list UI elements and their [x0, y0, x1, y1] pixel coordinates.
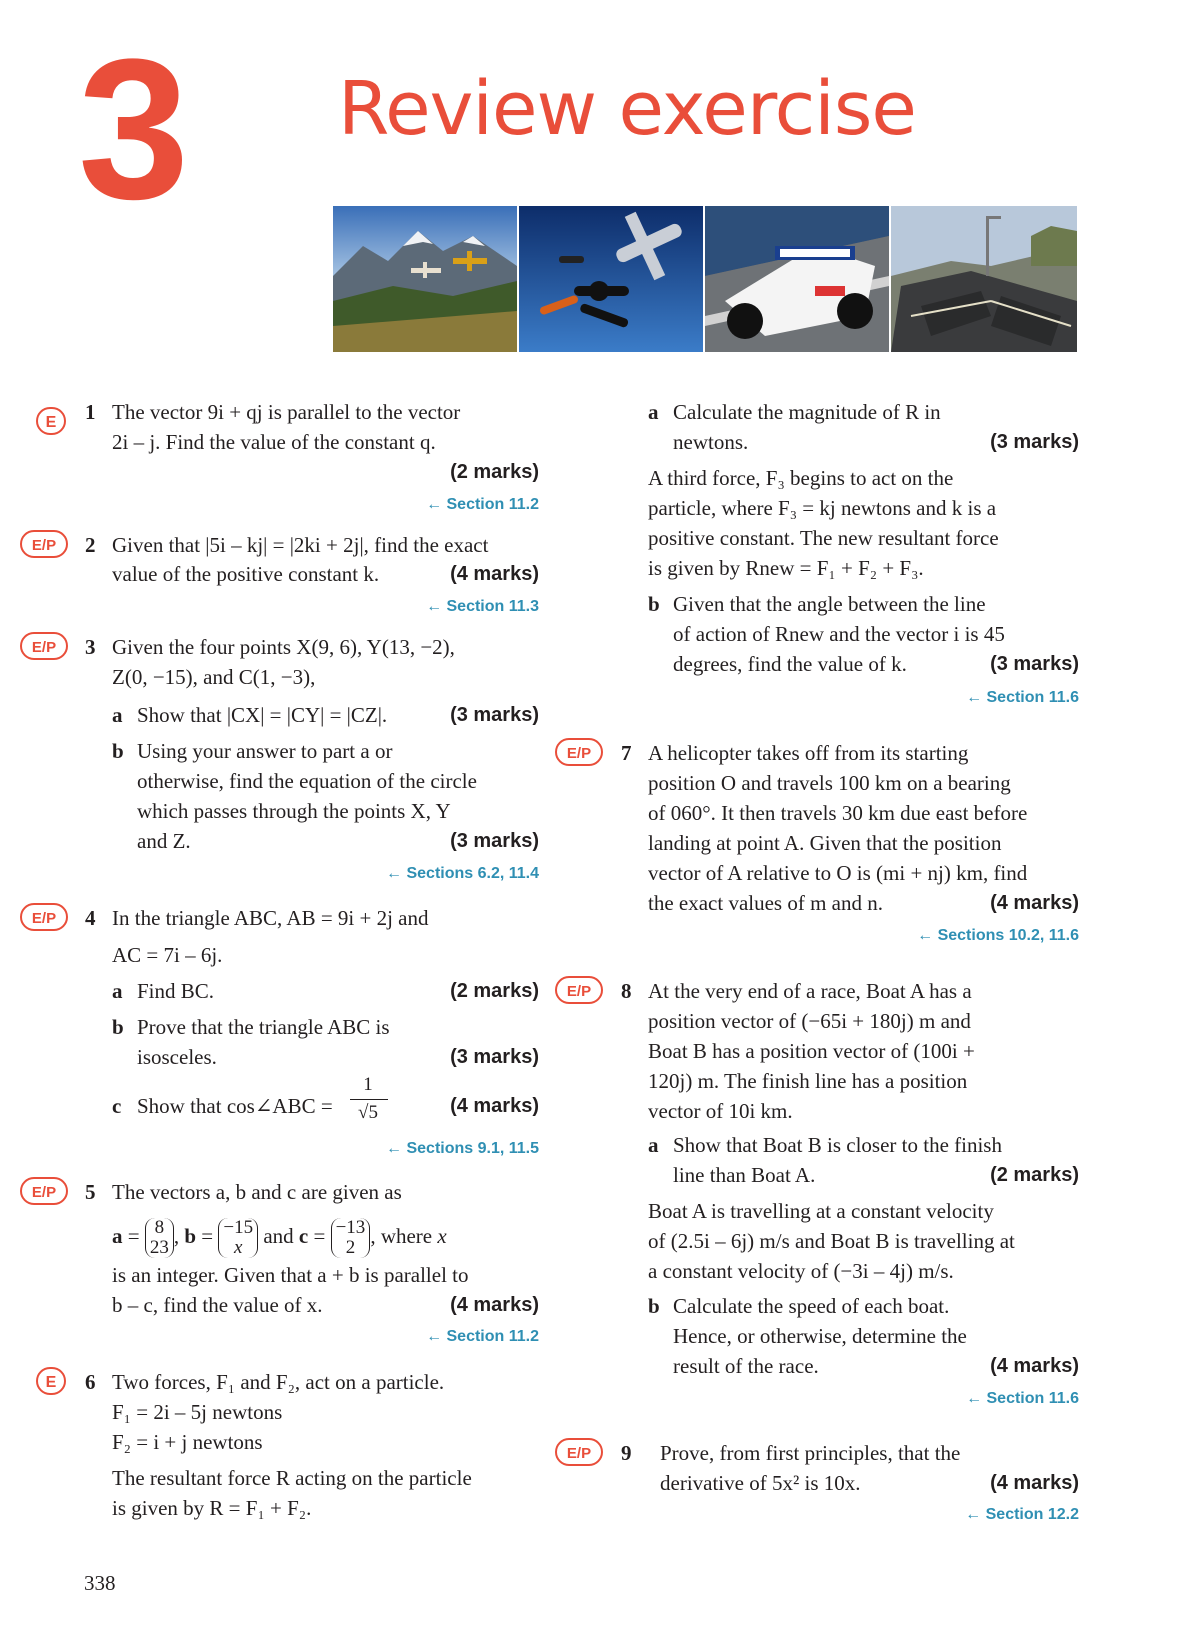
vector-definitions: a = 8 23 , b = −15 x and c = −13 2 , where x [112, 1217, 447, 1258]
part-text: Show that |CX| = |CY| = |CZ|. [137, 703, 388, 727]
part-text: Find BC. [137, 979, 215, 1003]
question-text: Two forces, F₁ and F₂, act on a particle. [112, 1370, 445, 1394]
question-text: position vector of (−65i + 180j) m and [648, 1009, 971, 1033]
marks: (4 marks) [450, 1294, 539, 1316]
question-text: Given the four points X(9, 6), Y(13, −2), [112, 635, 455, 659]
fraction-bar [350, 1099, 388, 1100]
part-label: a [112, 703, 123, 727]
question-text: landing at point A. Given that the position [648, 831, 1002, 855]
fraction-denominator: √5 [358, 1102, 378, 1123]
badge-exam-problem: E/P [555, 1438, 603, 1466]
part-text: otherwise, find the equation of the circle [137, 769, 477, 793]
part-text: Calculate the magnitude of R in [673, 400, 941, 424]
part-text: Given that the angle between the line [673, 592, 986, 616]
question-text: 2i – j. Find the value of the constant q. [112, 430, 436, 454]
badge-exam-problem: E/P [20, 1177, 68, 1205]
part-text: Show that Boat B is closer to the finish [673, 1133, 1002, 1157]
marks: (2 marks) [450, 980, 539, 1002]
part-text: degrees, find the value of k. [673, 652, 907, 676]
marks: (4 marks) [990, 1472, 1079, 1494]
question-text: AC = 7i – 6j. [112, 943, 223, 967]
marks: (3 marks) [990, 653, 1079, 675]
badge-exam: E [36, 407, 66, 435]
question-text: b – c, find the value of x. [112, 1293, 323, 1317]
part-text: Using your answer to part a or [137, 739, 393, 763]
question-text: vector of 10i km. [648, 1099, 793, 1123]
vector-entry: x [234, 1237, 243, 1258]
vector-entry: −15 [223, 1217, 254, 1238]
badge-exam-problem: E/P [555, 738, 603, 766]
part-label: b [648, 592, 660, 616]
question-number: 9 [621, 1441, 632, 1465]
question-text: A helicopter takes off from its starting [648, 741, 969, 765]
badge-exam: E [36, 1367, 66, 1395]
marks: (4 marks) [450, 563, 539, 585]
question-text: In the triangle ABC, AB = 9i + 2j and [112, 906, 429, 930]
question-text: positive constant. The new resultant force [648, 526, 999, 550]
column-vector-a [145, 1218, 174, 1258]
question-text: a constant velocity of (−3i – 4j) m/s. [648, 1259, 954, 1283]
photo-racing-car [705, 206, 889, 352]
question-text: Boat A is travelling at a constant velocity [648, 1199, 994, 1223]
marks: (4 marks) [990, 892, 1079, 914]
question-number: 1 [85, 400, 96, 424]
marks: (3 marks) [450, 704, 539, 726]
part-text: which passes through the points X, Y [137, 799, 451, 823]
part-label: b [648, 1294, 660, 1318]
part-text: Prove that the triangle ABC is [137, 1015, 390, 1039]
question-number: 3 [85, 635, 96, 659]
question-text: F₂ = i + j newtons [112, 1430, 263, 1454]
question-text: The vectors a, b and c are given as [112, 1180, 402, 1204]
section-reference: ← Sections 10.2, 11.6 [917, 927, 1079, 944]
section-reference: ← Section 11.6 [966, 689, 1079, 706]
question-text: The resultant force R acting on the particle [112, 1466, 472, 1490]
question-number: 6 [85, 1370, 96, 1394]
question-text: derivative of 5x² is 10x. [660, 1471, 861, 1495]
page-number: 338 [84, 1571, 116, 1595]
section-reference: ← Section 11.3 [426, 598, 539, 615]
fraction-numerator: 1 [363, 1074, 373, 1095]
question-text: Given that |5i – kj| = |2ki + 2j|, find the exact [112, 533, 489, 557]
question-text: 120j) m. The finish line has a position [648, 1069, 968, 1093]
badge-exam-problem: E/P [20, 632, 68, 660]
question-text: value of the positive constant k. [112, 562, 380, 586]
section-reference: ← Sections 9.1, 11.5 [386, 1140, 539, 1157]
part-text: newtons. [673, 430, 749, 454]
question-text: Prove, from first principles, that the [660, 1441, 961, 1465]
question-number: 8 [621, 979, 632, 1003]
question-text: Boat B has a position vector of (100i + [648, 1039, 975, 1063]
photo-cracked-road [891, 206, 1077, 352]
part-text: Calculate the speed of each boat. [673, 1294, 950, 1318]
part-text: of action of Rnew and the vector i is 45 [673, 622, 1005, 646]
part-text: isosceles. [137, 1045, 217, 1069]
marks: (2 marks) [450, 461, 539, 483]
vector-entry: 2 [345, 1237, 356, 1258]
question-text: The vector 9i + qj is parallel to the vector [112, 400, 461, 424]
question-number: 5 [85, 1180, 96, 1204]
question-text: particle, where F₃ = kj newtons and k is a [648, 496, 997, 520]
section-reference: ← Section 11.2 [426, 496, 539, 513]
question-text: the exact values of m and n. [648, 891, 883, 915]
badge-exam-problem: E/P [555, 976, 603, 1004]
question-number: 7 [621, 741, 632, 765]
question-text: is an integer. Given that a + b is parallel to [112, 1263, 469, 1287]
part-label: b [112, 739, 124, 763]
part-label: c [112, 1094, 122, 1118]
badge-exam-problem: E/P [20, 903, 68, 931]
marks: (3 marks) [450, 830, 539, 852]
question-text: At the very end of a race, Boat A has a [648, 979, 972, 1003]
part-text: and Z. [137, 829, 191, 853]
question-number: 2 [85, 533, 96, 557]
page-title: Review exercise [338, 66, 916, 152]
marks: (4 marks) [450, 1095, 539, 1117]
marks: (2 marks) [990, 1164, 1079, 1186]
section-reference: ← Section 12.2 [965, 1506, 1079, 1523]
part-label: b [112, 1015, 124, 1039]
section-reference: ← Section 11.2 [426, 1328, 539, 1345]
part-text: Show that cos∠ABC = [137, 1094, 333, 1118]
part-text: line than Boat A. [673, 1163, 816, 1187]
question-text: of 060°. It then travels 30 km due east before [648, 801, 1028, 825]
question-text: position O and travels 100 km on a bearing [648, 771, 1011, 795]
question-text: Z(0, −15), and C(1, −3), [112, 665, 316, 689]
badge-exam-problem: E/P [20, 530, 68, 558]
part-label: a [112, 979, 123, 1003]
section-reference: ← Sections 6.2, 11.4 [386, 865, 539, 882]
section-reference: ← Section 11.6 [966, 1390, 1079, 1407]
question-text: is given by R = F₁ + F₂. [112, 1496, 312, 1520]
part-label: a [648, 400, 659, 424]
question-text: of (2.5i – 6j) m/s and Boat B is travelling at [648, 1229, 1015, 1253]
column-vector-c [331, 1218, 371, 1258]
part-text: Hence, or otherwise, determine the [673, 1324, 967, 1348]
chapter-number: 3 [78, 18, 190, 241]
question-number: 4 [85, 906, 96, 930]
marks: (3 marks) [990, 431, 1079, 453]
part-label: a [648, 1133, 659, 1157]
vector-entry: 23 [149, 1237, 169, 1258]
question-text: vector of A relative to O is (mi + nj) km, find [648, 861, 1028, 885]
marks: (4 marks) [990, 1355, 1079, 1377]
column-vector-b [218, 1218, 258, 1258]
vector-entry: 8 [154, 1217, 165, 1238]
question-text: A third force, F₃ begins to act on the [648, 466, 954, 490]
question-text: is given by Rnew = F₁ + F₂ + F₃. [648, 556, 924, 580]
vector-entry: −13 [335, 1217, 366, 1238]
question-text: F₁ = 2i – 5j newtons [112, 1400, 283, 1424]
part-text: result of the race. [673, 1354, 819, 1378]
marks: (3 marks) [450, 1046, 539, 1068]
